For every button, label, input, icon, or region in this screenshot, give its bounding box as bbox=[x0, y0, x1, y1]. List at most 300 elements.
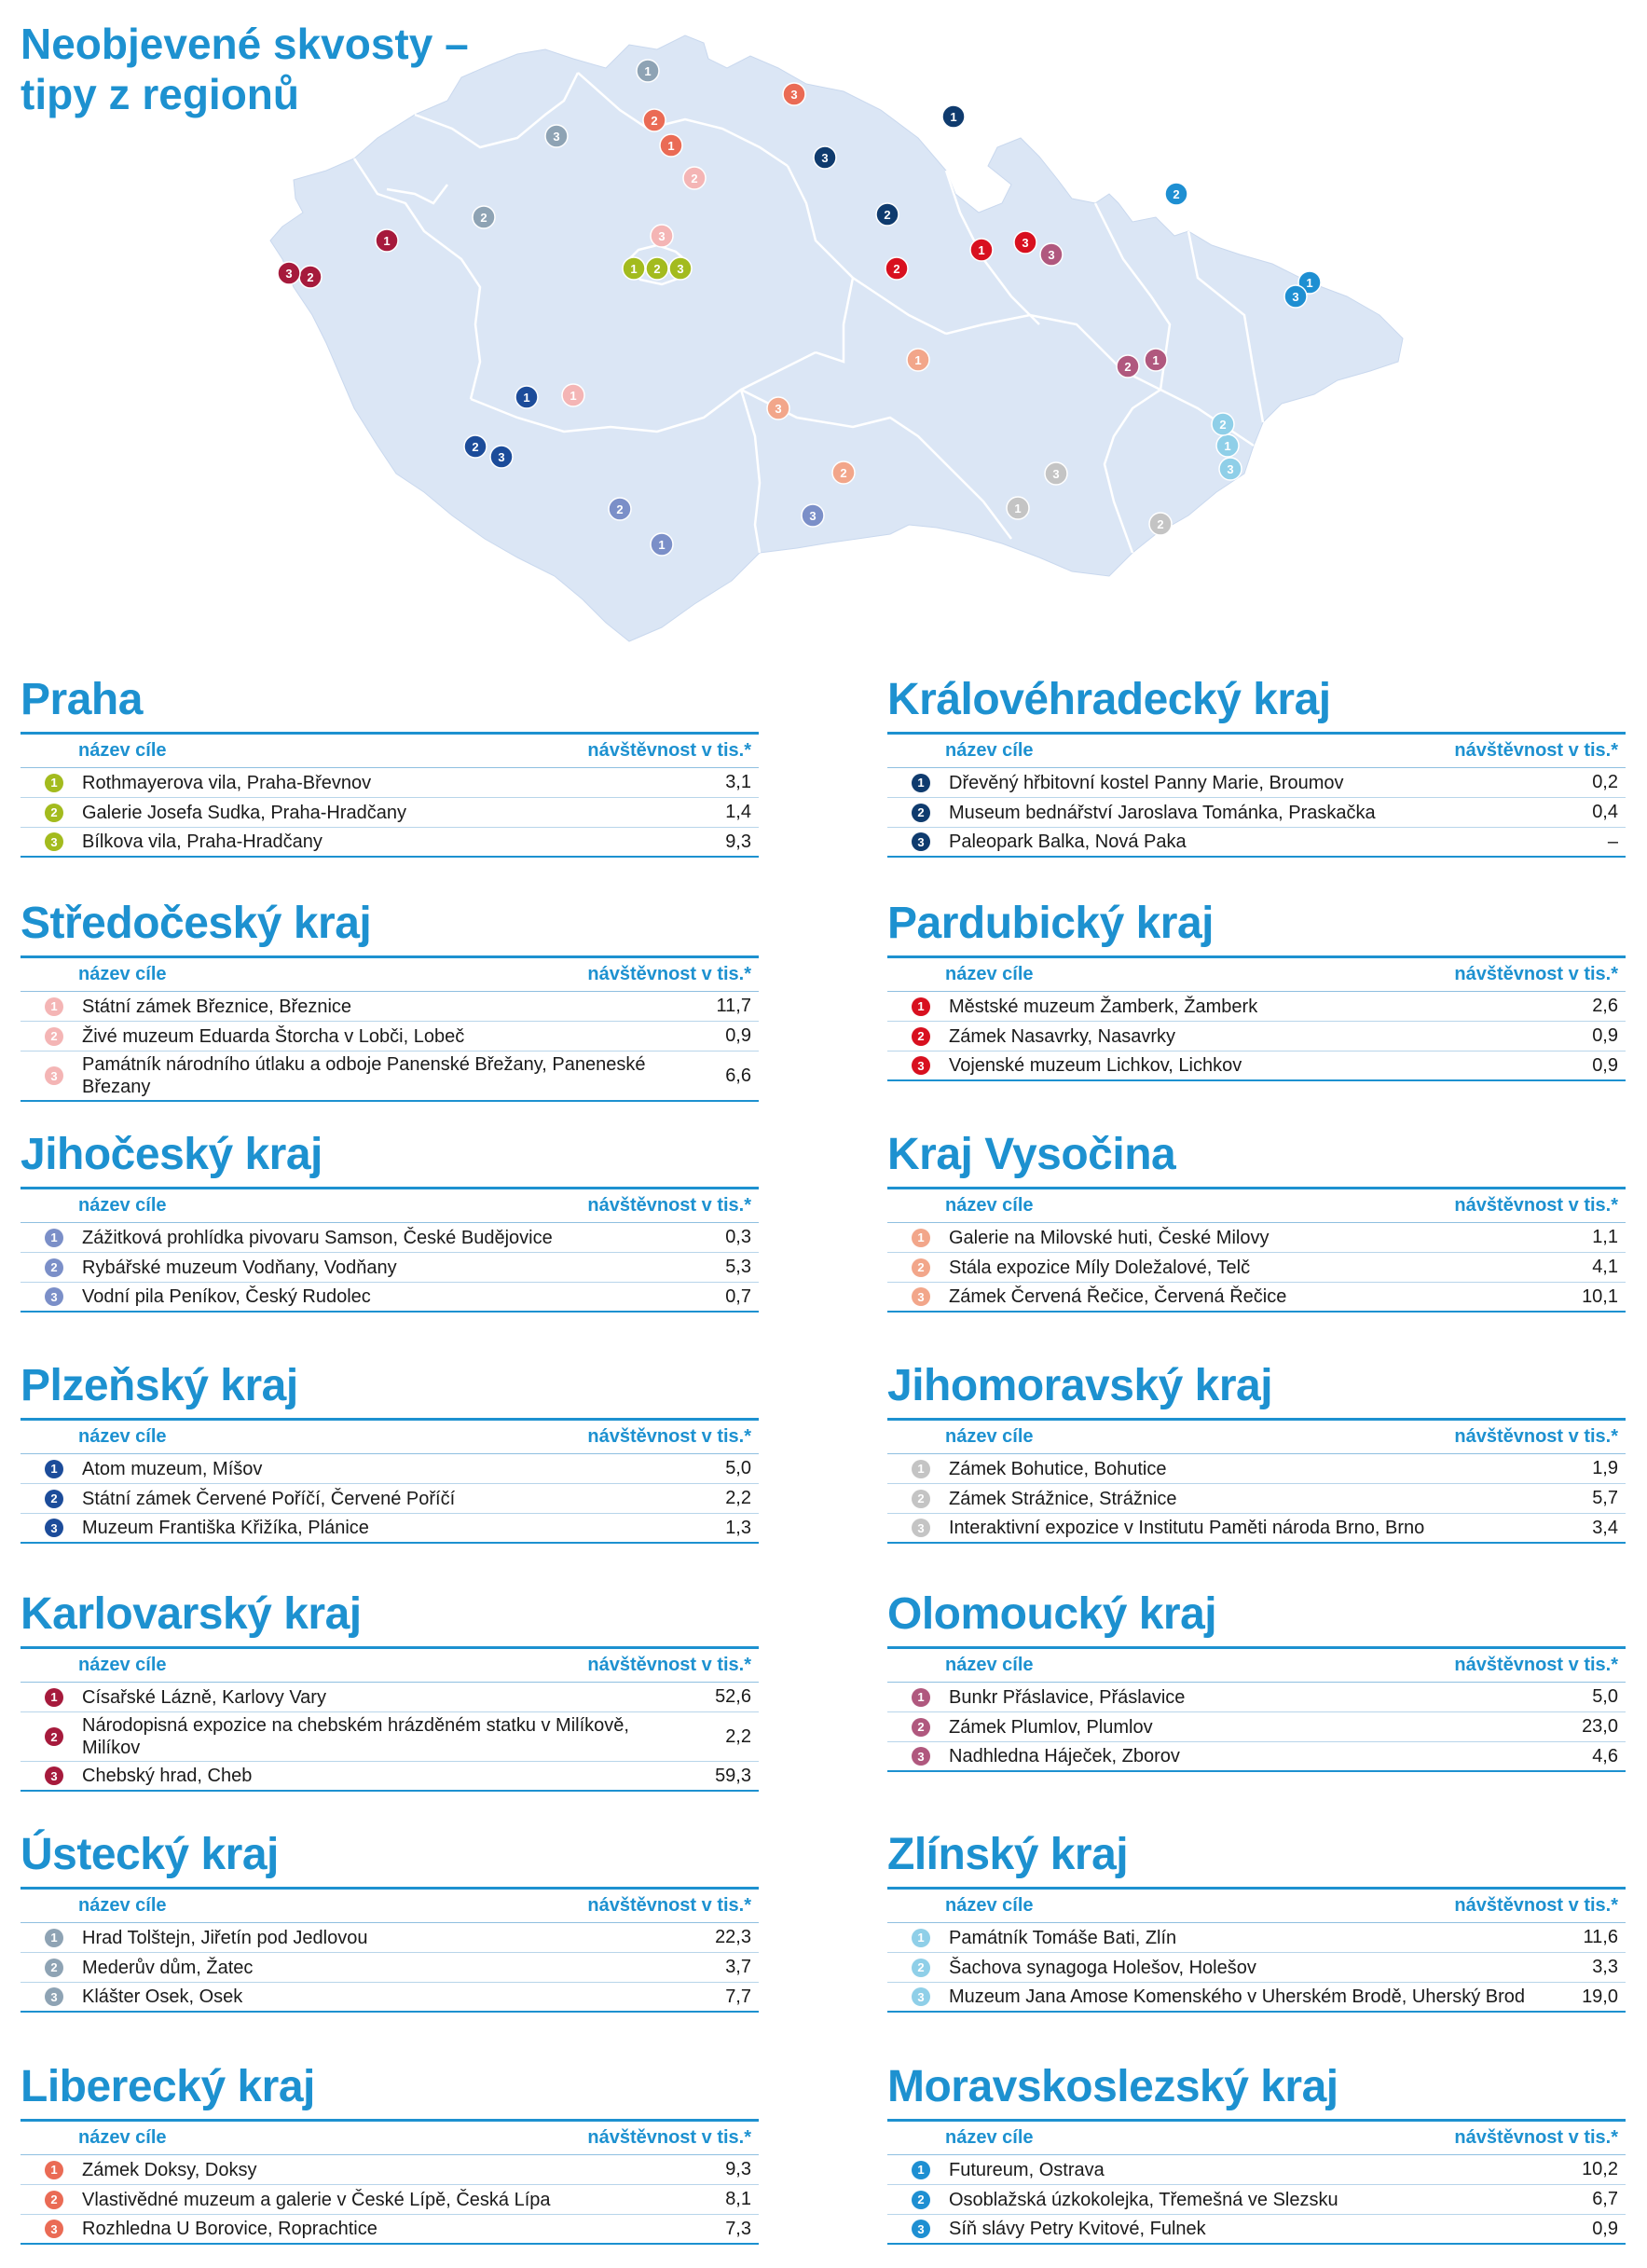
destination-name: Klášter Osek, Osek bbox=[82, 1986, 243, 2007]
pin-praha-1 bbox=[623, 257, 645, 280]
pin-pardubicky-2 bbox=[885, 257, 908, 280]
table-header bbox=[887, 735, 1626, 768]
region-liberecky bbox=[21, 2061, 759, 2245]
number-badge: 3 bbox=[45, 1987, 63, 2006]
destination-name: Státní zámek Březnice, Březnice bbox=[82, 996, 352, 1017]
destination-name: Živé muzeum Eduarda Štorcha v Lobči, Lobeč bbox=[82, 1025, 465, 1047]
number-badge: 2 bbox=[45, 804, 63, 822]
pin-jihocesky-2 bbox=[609, 498, 631, 520]
region-title: Moravskoslezský kraj bbox=[887, 2062, 1338, 2111]
number-badge: 3 bbox=[45, 832, 63, 851]
number-badge: 3 bbox=[45, 1287, 63, 1306]
col-name-header: název cíle bbox=[945, 1426, 1034, 1447]
pin-karlovarsky-1 bbox=[376, 229, 398, 252]
destination-name: Zámek Plumlov, Plumlov bbox=[949, 1716, 1153, 1738]
region-title: Jihočeský kraj bbox=[21, 1130, 323, 1179]
table-row bbox=[887, 1223, 1626, 1253]
region-table bbox=[887, 1187, 1626, 1313]
visitor-count: 2,2 bbox=[725, 1725, 751, 1747]
table-row bbox=[887, 2215, 1626, 2245]
number-badge: 1 bbox=[45, 2161, 63, 2179]
region-zlinsky bbox=[887, 1829, 1626, 2013]
czech-map bbox=[238, 17, 1440, 660]
table-row bbox=[887, 2185, 1626, 2215]
number-badge: 2 bbox=[912, 2191, 930, 2209]
visitor-count: 2,2 bbox=[725, 1488, 751, 1508]
table-row bbox=[887, 1742, 1626, 1772]
visitor-count: 19,0 bbox=[1582, 1986, 1618, 2007]
pin-vysocina-1 bbox=[907, 349, 929, 371]
col-value-header: návštěvnost v tis.* bbox=[587, 2127, 751, 2148]
map-svg bbox=[238, 17, 1440, 660]
visitor-count: – bbox=[1607, 831, 1618, 852]
svg-text:1: 1 bbox=[1152, 353, 1160, 367]
col-value-header: návštěvnost v tis.* bbox=[587, 740, 751, 761]
destination-name: Futureum, Ostrava bbox=[949, 2159, 1105, 2180]
destination-name: Vodní pila Peníkov, Český Rudolec bbox=[82, 1286, 371, 1307]
destination-name: Galerie na Milovské huti, České Milovy bbox=[949, 1227, 1270, 1248]
destination-name: Zámek Nasavrky, Nasavrky bbox=[949, 1025, 1176, 1047]
destination-name: Mederův dům, Žatec bbox=[82, 1957, 254, 1978]
col-value-header: návštěvnost v tis.* bbox=[1454, 964, 1618, 984]
col-value-header: návštěvnost v tis.* bbox=[587, 1655, 751, 1675]
destination-name: Zážitková prohlídka pivovaru Samson, České Budějovice bbox=[82, 1227, 553, 1248]
svg-text:1: 1 bbox=[914, 353, 922, 367]
svg-text:3: 3 bbox=[821, 151, 829, 165]
number-badge: 3 bbox=[912, 2220, 930, 2238]
table-header bbox=[887, 1890, 1626, 1923]
col-name-header: název cíle bbox=[78, 1895, 167, 1916]
destination-name: Rybářské muzeum Vodňany, Vodňany bbox=[82, 1257, 397, 1278]
svg-text:3: 3 bbox=[809, 509, 817, 523]
country-shape bbox=[270, 35, 1403, 641]
svg-text:3: 3 bbox=[677, 262, 684, 276]
region-table bbox=[21, 1887, 759, 2013]
pin-jihocesky-1 bbox=[651, 533, 673, 556]
table-row bbox=[21, 1052, 759, 1102]
table-header bbox=[21, 958, 759, 992]
col-value-header: návštěvnost v tis.* bbox=[587, 964, 751, 984]
pin-plzensky-2 bbox=[464, 435, 487, 458]
svg-text:3: 3 bbox=[775, 402, 782, 416]
destination-name: Osoblažská úzkokolejka, Třemešná ve Slezsku bbox=[949, 2189, 1338, 2210]
region-title: Liberecký kraj bbox=[21, 2062, 315, 2111]
visitor-count: 10,1 bbox=[1582, 1285, 1618, 1307]
visitor-count: 5,0 bbox=[725, 1458, 751, 1478]
pin-jihomoravsky-2 bbox=[1149, 513, 1172, 535]
visitor-count: 23,0 bbox=[1582, 1716, 1618, 1737]
table-row bbox=[21, 1454, 759, 1484]
destination-name: Rozhledna U Borovice, Roprachtice bbox=[82, 2219, 377, 2239]
pin-liberecky-1 bbox=[660, 134, 682, 157]
table-row bbox=[21, 798, 759, 828]
visitor-count: 8,1 bbox=[725, 2189, 751, 2209]
svg-text:1: 1 bbox=[644, 64, 652, 78]
destination-name: Vojenské muzeum Lichkov, Lichkov bbox=[949, 1055, 1242, 1076]
table-header bbox=[887, 2122, 1626, 2155]
svg-text:1: 1 bbox=[1306, 276, 1313, 290]
col-value-header: návštěvnost v tis.* bbox=[587, 1895, 751, 1916]
visitor-count: 3,7 bbox=[725, 1957, 751, 1977]
destination-name: Muzeum Jana Amose Komenského v Uherském Brodě, Uherský Brod bbox=[949, 1986, 1526, 2007]
table-row bbox=[887, 1514, 1626, 1544]
number-badge: 1 bbox=[912, 1460, 930, 1478]
number-badge: 3 bbox=[912, 1519, 930, 1537]
number-badge: 1 bbox=[45, 1229, 63, 1247]
number-badge: 3 bbox=[45, 1766, 63, 1785]
pin-liberecky-3 bbox=[783, 83, 805, 105]
pin-kralovehradecky-1 bbox=[942, 105, 965, 128]
number-badge: 1 bbox=[912, 774, 930, 792]
destination-name: Národopisná expozice na chebském hrázděném statku v Milíkově, Milíkov bbox=[82, 1715, 629, 1758]
visitor-count: 11,7 bbox=[716, 996, 751, 1016]
number-badge: 2 bbox=[45, 2191, 63, 2209]
svg-text:1: 1 bbox=[658, 538, 666, 552]
table-header bbox=[887, 1189, 1626, 1223]
svg-text:2: 2 bbox=[653, 262, 661, 276]
pin-liberecky-2 bbox=[643, 109, 666, 131]
pin-jihomoravsky-1 bbox=[1007, 497, 1029, 519]
number-badge: 1 bbox=[45, 1929, 63, 1947]
region-table bbox=[21, 732, 759, 858]
number-badge: 3 bbox=[912, 1987, 930, 2006]
table-row bbox=[21, 1762, 759, 1792]
number-badge: 1 bbox=[45, 997, 63, 1016]
table-row bbox=[21, 1484, 759, 1514]
number-badge: 3 bbox=[45, 1519, 63, 1537]
number-badge: 2 bbox=[912, 1258, 930, 1277]
visitor-count: 9,3 bbox=[725, 2159, 751, 2179]
destination-name: Rothmayerova vila, Praha-Břevnov bbox=[82, 772, 372, 793]
page-title: Neobjevené skvosty – tipy z regionů bbox=[21, 20, 469, 118]
destination-name: Nadhledna Háječek, Zborov bbox=[949, 1746, 1180, 1766]
region-title: Zlínský kraj bbox=[887, 1830, 1129, 1879]
table-row bbox=[21, 1514, 759, 1544]
col-value-header: návštěvnost v tis.* bbox=[1454, 1655, 1618, 1675]
number-badge: 3 bbox=[912, 1287, 930, 1306]
visitor-count: 0,3 bbox=[725, 1227, 751, 1247]
table-header bbox=[21, 1649, 759, 1683]
visitor-count: 1,1 bbox=[1592, 1227, 1618, 1247]
pin-olomoucky-2 bbox=[1117, 355, 1139, 378]
region-table bbox=[21, 955, 759, 1102]
col-name-header: název cíle bbox=[945, 1655, 1034, 1675]
number-badge: 2 bbox=[45, 1727, 63, 1746]
table-row bbox=[21, 1683, 759, 1712]
svg-text:2: 2 bbox=[1124, 360, 1132, 374]
svg-text:1: 1 bbox=[1224, 439, 1231, 453]
col-name-header: název cíle bbox=[945, 1195, 1034, 1216]
table-row bbox=[21, 1223, 759, 1253]
table-row bbox=[21, 2185, 759, 2215]
table-row bbox=[887, 1052, 1626, 1081]
pin-zlinsky-2 bbox=[1212, 413, 1234, 435]
col-name-header: název cíle bbox=[945, 2127, 1034, 2148]
region-title: Středočeský kraj bbox=[21, 899, 372, 948]
svg-text:1: 1 bbox=[523, 391, 530, 405]
visitor-count: 4,1 bbox=[1592, 1257, 1618, 1277]
table-row bbox=[887, 798, 1626, 828]
svg-text:1: 1 bbox=[383, 234, 391, 248]
region-table bbox=[887, 1418, 1626, 1544]
region-karlovarsky bbox=[21, 1588, 759, 1792]
destination-name: Atom muzeum, Míšov bbox=[82, 1458, 263, 1479]
col-value-header: návštěvnost v tis.* bbox=[1454, 740, 1618, 761]
visitor-count: 5,7 bbox=[1592, 1488, 1618, 1508]
table-row bbox=[21, 768, 759, 798]
table-row bbox=[21, 2215, 759, 2245]
region-vysocina bbox=[887, 1129, 1626, 1313]
destination-name: Galerie Josefa Sudka, Praha-Hradčany bbox=[82, 802, 406, 823]
pin-kralovehradecky-3 bbox=[814, 146, 836, 169]
region-ustecky bbox=[21, 1829, 759, 2013]
region-table bbox=[21, 1646, 759, 1792]
destination-name: Interaktivní expozice v Institutu Paměti národa Brno, Brno bbox=[949, 1518, 1425, 1538]
visitor-count: 0,9 bbox=[725, 1025, 751, 1046]
number-badge: 1 bbox=[912, 1929, 930, 1947]
destination-name: Památník národního útlaku a odboje Panenské Břežany, Paneneské Březany bbox=[82, 1054, 646, 1097]
svg-text:1: 1 bbox=[570, 389, 577, 403]
visitor-count: 6,6 bbox=[725, 1065, 751, 1086]
table-row bbox=[887, 1712, 1626, 1742]
table-header bbox=[887, 958, 1626, 992]
svg-text:2: 2 bbox=[651, 114, 658, 128]
region-table bbox=[887, 955, 1626, 1081]
region-pardubicky bbox=[887, 898, 1626, 1081]
svg-text:1: 1 bbox=[667, 139, 675, 153]
destination-name: Městské muzeum Žamberk, Žamberk bbox=[949, 996, 1258, 1017]
table-header bbox=[21, 1890, 759, 1923]
number-badge: 2 bbox=[45, 1959, 63, 1977]
pin-plzensky-1 bbox=[515, 386, 538, 408]
table-row bbox=[887, 768, 1626, 798]
number-badge: 3 bbox=[45, 1066, 63, 1085]
number-badge: 2 bbox=[912, 1027, 930, 1046]
destination-name: Vlastivědné muzeum a galerie v České Lípě, Česká Lípa bbox=[82, 2189, 551, 2210]
pin-zlinsky-3 bbox=[1219, 458, 1242, 480]
table-row bbox=[21, 1283, 759, 1313]
svg-text:3: 3 bbox=[285, 267, 293, 281]
table-row bbox=[887, 1484, 1626, 1514]
svg-text:2: 2 bbox=[840, 466, 847, 480]
visitor-count: 1,3 bbox=[725, 1517, 751, 1538]
destination-name: Museum bednářství Jaroslava Tománka, Praskačka bbox=[949, 802, 1376, 823]
visitor-count: 5,0 bbox=[1592, 1686, 1618, 1707]
table-row bbox=[887, 1983, 1626, 2013]
destination-name: Císařské Lázně, Karlovy Vary bbox=[82, 1686, 326, 1708]
pin-karlovarsky-2 bbox=[299, 266, 322, 288]
destination-name: Bílkova vila, Praha-Hradčany bbox=[82, 832, 323, 852]
destination-name: Zámek Červená Řečice, Červená Řečice bbox=[949, 1286, 1287, 1307]
number-badge: 3 bbox=[912, 832, 930, 851]
svg-text:2: 2 bbox=[616, 502, 624, 516]
region-title: Královéhradecký kraj bbox=[887, 675, 1331, 724]
pin-stredocesky-3 bbox=[651, 225, 673, 247]
table-row bbox=[21, 992, 759, 1022]
pin-praha-2 bbox=[646, 257, 668, 280]
region-table bbox=[887, 1887, 1626, 2013]
table-header bbox=[21, 2122, 759, 2155]
region-plzensky bbox=[21, 1360, 759, 1544]
svg-text:3: 3 bbox=[658, 229, 666, 243]
svg-text:3: 3 bbox=[553, 130, 560, 144]
table-row bbox=[887, 1923, 1626, 1953]
table-row bbox=[887, 1953, 1626, 1983]
table-row bbox=[21, 1983, 759, 2013]
destination-name: Paleopark Balka, Nová Paka bbox=[949, 832, 1187, 852]
table-header bbox=[21, 1421, 759, 1454]
visitor-count: 7,3 bbox=[725, 2218, 751, 2239]
table-row bbox=[21, 1953, 759, 1983]
number-badge: 1 bbox=[912, 997, 930, 1016]
number-badge: 2 bbox=[912, 1718, 930, 1737]
visitor-count: 0,9 bbox=[1592, 2218, 1618, 2239]
destination-name: Muzeum Františka Křižíka, Plánice bbox=[82, 1518, 369, 1538]
region-title: Praha bbox=[21, 675, 143, 724]
region-table bbox=[21, 2119, 759, 2245]
col-name-header: název cíle bbox=[945, 964, 1034, 984]
visitor-count: 5,3 bbox=[725, 1257, 751, 1277]
pin-stredocesky-1 bbox=[562, 384, 584, 406]
visitor-count: 0,9 bbox=[1592, 1025, 1618, 1046]
visitor-count: 11,6 bbox=[1583, 1927, 1618, 1947]
visitor-count: 52,6 bbox=[715, 1686, 751, 1707]
destination-name: Zámek Doksy, Doksy bbox=[82, 2159, 257, 2180]
table-row bbox=[887, 992, 1626, 1022]
col-name-header: název cíle bbox=[78, 964, 167, 984]
table-row bbox=[887, 1022, 1626, 1052]
destination-name: Bunkr Přáslavice, Přáslavice bbox=[949, 1686, 1186, 1708]
destination-name: Památník Tomáše Bati, Zlín bbox=[949, 1927, 1177, 1948]
table-row bbox=[21, 1712, 759, 1762]
visitor-count: 3,3 bbox=[1592, 1957, 1618, 1977]
svg-text:3: 3 bbox=[1052, 467, 1060, 481]
destination-name: Chebský hrad, Cheb bbox=[82, 1766, 253, 1786]
number-badge: 1 bbox=[45, 1460, 63, 1478]
pin-pardubicky-3 bbox=[1014, 231, 1036, 254]
region-stredocesky bbox=[21, 898, 759, 1102]
pin-ustecky-2 bbox=[473, 206, 495, 228]
svg-text:3: 3 bbox=[790, 88, 798, 102]
pin-praha-3 bbox=[669, 257, 692, 280]
col-name-header: název cíle bbox=[78, 1195, 167, 1216]
destination-name: Státní zámek Červené Poříčí, Červené Poříčí bbox=[82, 1488, 456, 1509]
visitor-count: 1,4 bbox=[725, 802, 751, 822]
visitor-count: 7,7 bbox=[725, 1986, 751, 2007]
number-badge: 2 bbox=[912, 1490, 930, 1508]
destination-name: Zámek Bohutice, Bohutice bbox=[949, 1458, 1167, 1479]
region-title: Ústecký kraj bbox=[21, 1830, 279, 1879]
col-value-header: návštěvnost v tis.* bbox=[587, 1426, 751, 1447]
region-table bbox=[887, 732, 1626, 858]
svg-text:1: 1 bbox=[1014, 502, 1022, 515]
region-table bbox=[887, 2119, 1626, 2245]
visitor-count: 0,4 bbox=[1592, 802, 1618, 822]
number-badge: 3 bbox=[912, 1747, 930, 1766]
pin-stredocesky-2 bbox=[683, 167, 706, 189]
svg-text:3: 3 bbox=[1227, 462, 1234, 476]
table-row bbox=[887, 1283, 1626, 1313]
table-header bbox=[887, 1649, 1626, 1683]
col-name-header: název cíle bbox=[945, 1895, 1034, 1916]
svg-text:2: 2 bbox=[884, 208, 891, 222]
number-badge: 2 bbox=[912, 1959, 930, 1977]
region-table bbox=[21, 1418, 759, 1544]
region-table bbox=[887, 1646, 1626, 1772]
number-badge: 1 bbox=[912, 1688, 930, 1707]
pin-vysocina-2 bbox=[832, 461, 855, 484]
svg-text:2: 2 bbox=[893, 262, 900, 276]
number-badge: 2 bbox=[45, 1490, 63, 1508]
svg-text:2: 2 bbox=[691, 172, 698, 186]
visitor-count: 2,6 bbox=[1592, 996, 1618, 1016]
pin-kralovehradecky-2 bbox=[876, 203, 899, 226]
region-title: Jihomoravský kraj bbox=[887, 1361, 1273, 1410]
col-name-header: název cíle bbox=[78, 1655, 167, 1675]
region-jihocesky bbox=[21, 1129, 759, 1313]
table-row bbox=[887, 828, 1626, 858]
table-row bbox=[887, 1683, 1626, 1712]
svg-text:2: 2 bbox=[1173, 187, 1180, 201]
number-badge: 2 bbox=[45, 1027, 63, 1046]
col-name-header: název cíle bbox=[78, 740, 167, 761]
region-title: Karlovarský kraj bbox=[21, 1589, 362, 1639]
table-row bbox=[21, 1253, 759, 1283]
visitor-count: 0,7 bbox=[725, 1285, 751, 1307]
number-badge: 2 bbox=[45, 1258, 63, 1277]
pin-ustecky-3 bbox=[545, 125, 568, 147]
region-praha bbox=[21, 674, 759, 858]
number-badge: 1 bbox=[912, 2161, 930, 2179]
svg-text:2: 2 bbox=[480, 211, 487, 225]
region-title: Pardubický kraj bbox=[887, 899, 1215, 948]
visitor-count: 10,2 bbox=[1582, 2159, 1618, 2179]
col-value-header: návštěvnost v tis.* bbox=[1454, 1195, 1618, 1216]
table-row bbox=[21, 1022, 759, 1052]
region-kralovehradecky bbox=[887, 674, 1626, 858]
visitor-count: 22,3 bbox=[715, 1927, 751, 1947]
table-row bbox=[887, 1253, 1626, 1283]
pin-jihomoravsky-3 bbox=[1045, 462, 1067, 485]
table-row bbox=[887, 1454, 1626, 1484]
region-moravskoslezsky bbox=[887, 2061, 1626, 2245]
destination-name: Dřevěný hřbitovní kostel Panny Marie, Broumov bbox=[949, 772, 1344, 793]
col-name-header: název cíle bbox=[78, 1426, 167, 1447]
pin-ustecky-1 bbox=[637, 60, 659, 82]
svg-text:3: 3 bbox=[1022, 236, 1029, 250]
region-olomoucky bbox=[887, 1588, 1626, 1772]
region-title: Plzeňský kraj bbox=[21, 1361, 298, 1410]
pin-plzensky-3 bbox=[490, 446, 513, 468]
pin-olomoucky-3 bbox=[1040, 243, 1063, 266]
col-value-header: návštěvnost v tis.* bbox=[1454, 2127, 1618, 2148]
table-row bbox=[21, 2155, 759, 2185]
visitor-count: 1,9 bbox=[1592, 1458, 1618, 1478]
pin-karlovarsky-3 bbox=[278, 262, 300, 284]
number-badge: 1 bbox=[45, 774, 63, 792]
svg-text:2: 2 bbox=[472, 440, 479, 454]
region-table bbox=[21, 1187, 759, 1313]
pin-olomoucky-1 bbox=[1145, 349, 1167, 371]
number-badge: 2 bbox=[912, 804, 930, 822]
number-badge: 1 bbox=[912, 1229, 930, 1247]
number-badge: 1 bbox=[45, 1688, 63, 1707]
table-header bbox=[21, 735, 759, 768]
svg-text:1: 1 bbox=[630, 262, 638, 276]
region-title: Olomoucký kraj bbox=[887, 1589, 1217, 1639]
visitor-count: 9,3 bbox=[725, 831, 751, 852]
visitor-count: 6,7 bbox=[1592, 2189, 1618, 2209]
